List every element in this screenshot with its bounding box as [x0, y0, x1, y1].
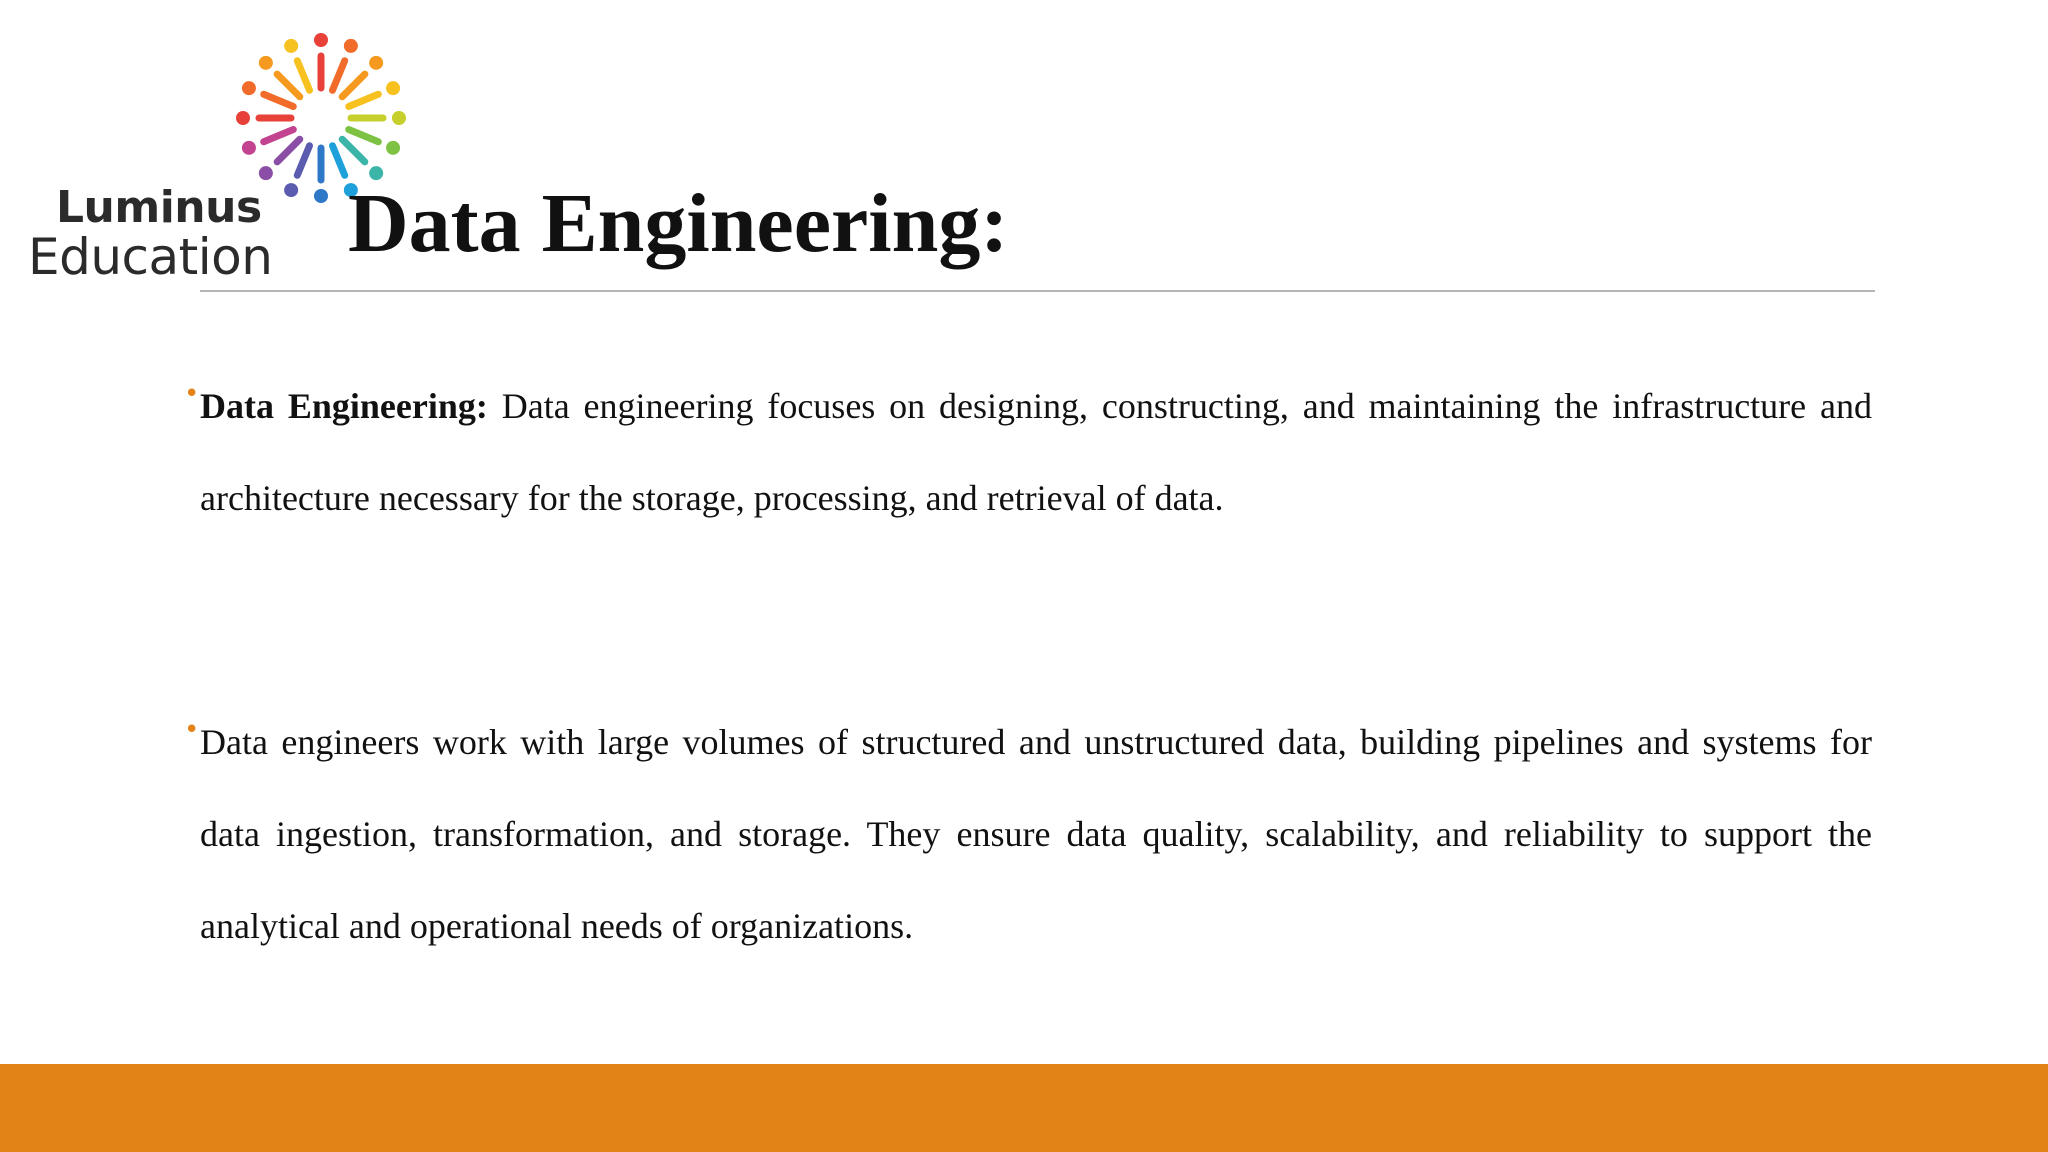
logo-ray-tip: [314, 33, 328, 47]
bullet-list: [184, 360, 1872, 972]
logo-ray: [264, 129, 294, 141]
bullet-lead: Data Engineering:: [200, 386, 488, 426]
logo-ray: [332, 61, 344, 91]
logo-line-2: Education: [28, 228, 273, 286]
logo-ray: [297, 146, 309, 176]
logo-ray: [264, 94, 294, 106]
luminus-education-logo: [28, 18, 388, 288]
bullet-text: Data engineering focuses on designing, constructing, and maintaining the infrastructure and architecture necessary for the storage, processing, and retrieval of data.: [200, 386, 1872, 518]
logo-ray-tip: [236, 111, 250, 125]
footer-bar: [0, 1064, 2048, 1152]
slide-title: Data Engineering:: [348, 177, 1009, 270]
logo-ray: [349, 94, 379, 106]
logo-ray-tip: [284, 183, 298, 197]
bullet-item-responsibilities: [184, 696, 1872, 972]
logo-ray: [349, 129, 379, 141]
logo-ray-tip: [386, 141, 400, 155]
bullet-item-definition: [184, 360, 1872, 544]
bullet-dot-icon: •: [184, 379, 200, 409]
logo-ray-tip: [344, 39, 358, 53]
logo-ray-tip: [392, 111, 406, 125]
logo-ray-tip: [314, 189, 328, 203]
logo-ray-tip: [259, 56, 273, 70]
logo-ray: [277, 74, 300, 97]
logo-line-1: Luminus: [56, 182, 262, 233]
logo-ray: [332, 146, 344, 176]
logo-ray-tip: [369, 56, 383, 70]
logo-ray-tip: [242, 141, 256, 155]
bullet-text: Data engineers work with large volumes of structured and unstructured data, building pipelines and systems for data ingestion, transformation, and storage. They ensure data quality, scalability, and reliability to support the analytical and operational needs of organizations.: [200, 722, 1872, 946]
logo-ray: [342, 139, 365, 162]
logo-ray-tip: [259, 166, 273, 180]
logo-ray-tip: [284, 39, 298, 53]
logo-ray: [277, 139, 300, 162]
bullet-dot-icon: •: [184, 715, 200, 745]
title-divider: [200, 290, 1875, 292]
logo-ray-tip: [386, 81, 400, 95]
logo-ray: [342, 74, 365, 97]
logo-ray-tip: [242, 81, 256, 95]
logo-ray: [297, 61, 309, 91]
logo-wordmark: [28, 182, 273, 286]
